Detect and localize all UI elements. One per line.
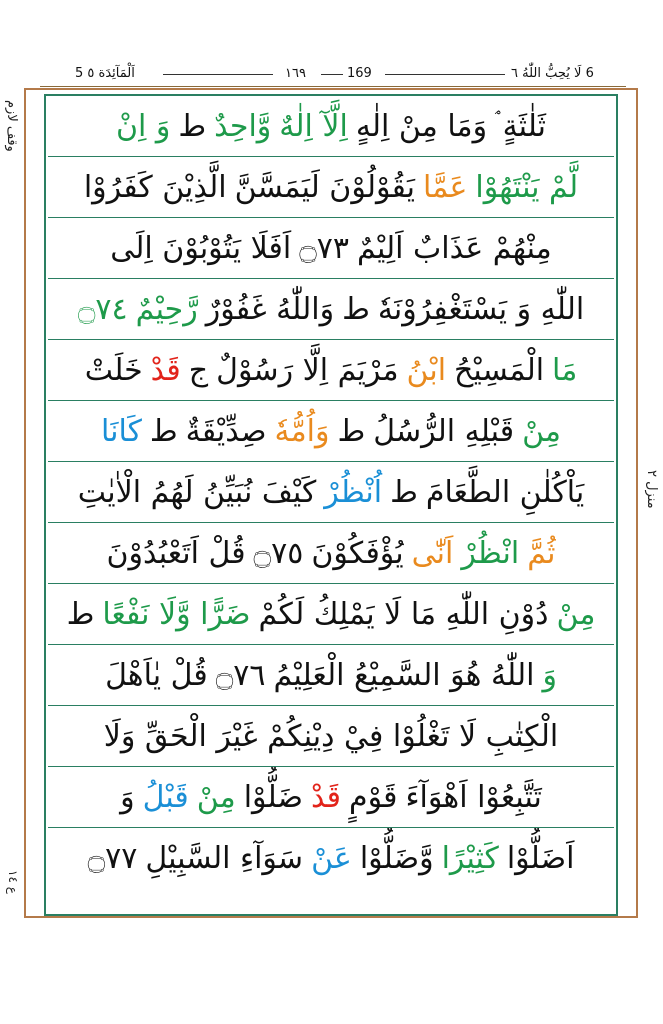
text-segment: خَلَتْ [84, 352, 143, 388]
text-segment: وَّضَلُّوْا [359, 841, 434, 876]
text-segment: الْمَسِيْحُ [454, 352, 545, 388]
text-line [48, 218, 614, 279]
text-segment: ثَلٰثَةٍ ۘ [495, 108, 546, 144]
text-segment: انْظُرْ [461, 535, 520, 571]
text-line [48, 401, 614, 462]
text-segment: اِلَّآ اِلٰهٌ [279, 108, 348, 144]
text-segment: ۝٧٣ [299, 230, 350, 266]
text-segment: صِدِّيْقَةٌ [185, 413, 267, 449]
text-line [48, 584, 614, 645]
text-segment: وَاُمُّهٗ [274, 413, 330, 449]
text-segment: الْكِتٰبِ لَا تَغْلُوْا فِيْ دِيْنِكُمْ غَيْرَ الْحَقِّ وَلَا [103, 718, 559, 754]
text-segment: كَانَا [101, 413, 142, 449]
text-segment: قَدْ [150, 352, 181, 388]
text-segment: ط [178, 108, 207, 144]
text-line [48, 96, 614, 157]
text-segment: الَّذِيْنَ كَفَرُوْا [83, 169, 227, 205]
text-segment: يَاْكُلٰنِ الطَّعَامَ [425, 474, 585, 510]
text-segment: تَتَّبِعُوْا اَهْوَآءَ [405, 779, 542, 815]
text-segment: كَثِيْرًا [441, 841, 499, 876]
text-segment: ثُمَّ [527, 535, 556, 571]
text-segment: ط [342, 291, 370, 327]
text-segment: اَضَلُّوْا [506, 841, 575, 876]
text-segment: يَقُوْلُوْنَ لَيَمَسَّنَّ [234, 169, 415, 205]
text-segment: ضَلُّوْا [243, 779, 303, 815]
text-segment: ضَرًّا وَّلَا نَفْعًا [102, 596, 251, 632]
text-segment: مِنْ [522, 413, 561, 449]
text-line [48, 828, 614, 889]
text-segment: قُلْ يٰاَهْلَ [105, 657, 208, 693]
text-line [48, 767, 614, 828]
text-line [48, 340, 614, 401]
text-segment: ۝٧٥ [253, 535, 304, 571]
text-segment: وَ [542, 657, 557, 693]
margin-note-ruku: ع ١٤ [6, 870, 20, 894]
text-segment: ط [390, 474, 418, 510]
text-segment: وَّاحِدٌ [214, 108, 272, 144]
header-divider [163, 74, 273, 75]
text-segment: وَاللّٰهُ غَفُوْرٌ [205, 291, 335, 327]
text-segment: ج [188, 352, 209, 388]
text-segment: اللّٰهِ وَ يَسْتَغْفِرُوْنَهٗ [377, 291, 585, 327]
text-line [48, 462, 614, 523]
margin-note-manzil: منزل ٢ [644, 470, 659, 509]
text-line [48, 523, 614, 584]
text-segment: سَوَآءِ السَّبِيْلِ [145, 841, 304, 876]
text-segment: مَا [552, 352, 578, 388]
text-segment: قَبْلِهِ الرُّسُلُ [373, 413, 515, 449]
text-segment: لَّمْ يَنْتَهُوْا [475, 169, 579, 205]
text-segment: عَمَّا [423, 169, 468, 205]
text-segment: عَنْ [311, 841, 352, 876]
margin-note-waqf: وقف لازم [4, 100, 19, 152]
header-surah-name: 5 اَلْمَآئِدَة ٥ [75, 66, 135, 81]
text-segment: اللّٰهُ هُوَ السَّمِيْعُ الْعَلِيْمُ [273, 657, 535, 693]
header-juz-name: 6 لَا يُحِبُّ اللّٰهُ ٦ [511, 66, 594, 81]
text-segment: يُؤْفَكُوْنَ [311, 535, 404, 571]
text-segment: قَدْ [310, 779, 342, 815]
text-segment: وَ [120, 779, 135, 815]
header-page-number: 169 [347, 66, 372, 81]
text-segment: ۝٧٦ [215, 657, 266, 693]
header-rule [40, 86, 626, 87]
text-segment: قُلْ اَتَعْبُدُوْنَ [106, 535, 246, 571]
text-line [48, 706, 614, 767]
text-segment: ط [337, 413, 366, 449]
text-segment: وَمَا مِنْ اِلٰهٍ [355, 108, 488, 144]
text-segment: اَفَلَا يَتُوْبُوْنَ اِلَى [110, 230, 292, 266]
text-segment: دُوْنِ اللّٰهِ مَا لَا يَمْلِكُ لَكُمْ [258, 596, 549, 632]
text-segment: رَّحِيْمٌ [135, 291, 198, 327]
text-segment: مِنْ [556, 596, 596, 632]
text-line [48, 279, 614, 340]
text-segment: قَوْمٍ [349, 779, 398, 815]
text-segment: ۝٧٤ [77, 291, 128, 327]
text-segment: وَ اِنْ [116, 108, 171, 144]
quran-text-body [48, 96, 614, 889]
header-divider [321, 74, 343, 75]
text-segment: مَرْيَمَ اِلَّا رَسُوْلٌ [216, 352, 399, 388]
text-segment: مِنْ [196, 779, 236, 815]
header-divider [385, 74, 505, 75]
text-segment: اَنّٰى [411, 535, 454, 571]
text-line [48, 157, 614, 218]
text-segment: اُنْظُرْ [324, 474, 383, 510]
text-segment: قَبْلُ [142, 779, 189, 815]
text-segment: ط [66, 596, 95, 632]
page-header [75, 62, 594, 86]
text-segment: ۝٧٧ [87, 841, 138, 876]
text-segment: كَيْفَ نُبَيِّنُ لَهُمُ الْاٰيٰتِ [77, 474, 317, 510]
text-segment: ط [149, 413, 178, 449]
text-line [48, 645, 614, 706]
text-segment: ابْنُ [406, 352, 447, 388]
header-page-number-arabic: ١٦٩ [285, 66, 306, 81]
text-segment: مِنْهُمْ عَذَابٌ اَلِيْمٌ [357, 230, 552, 266]
